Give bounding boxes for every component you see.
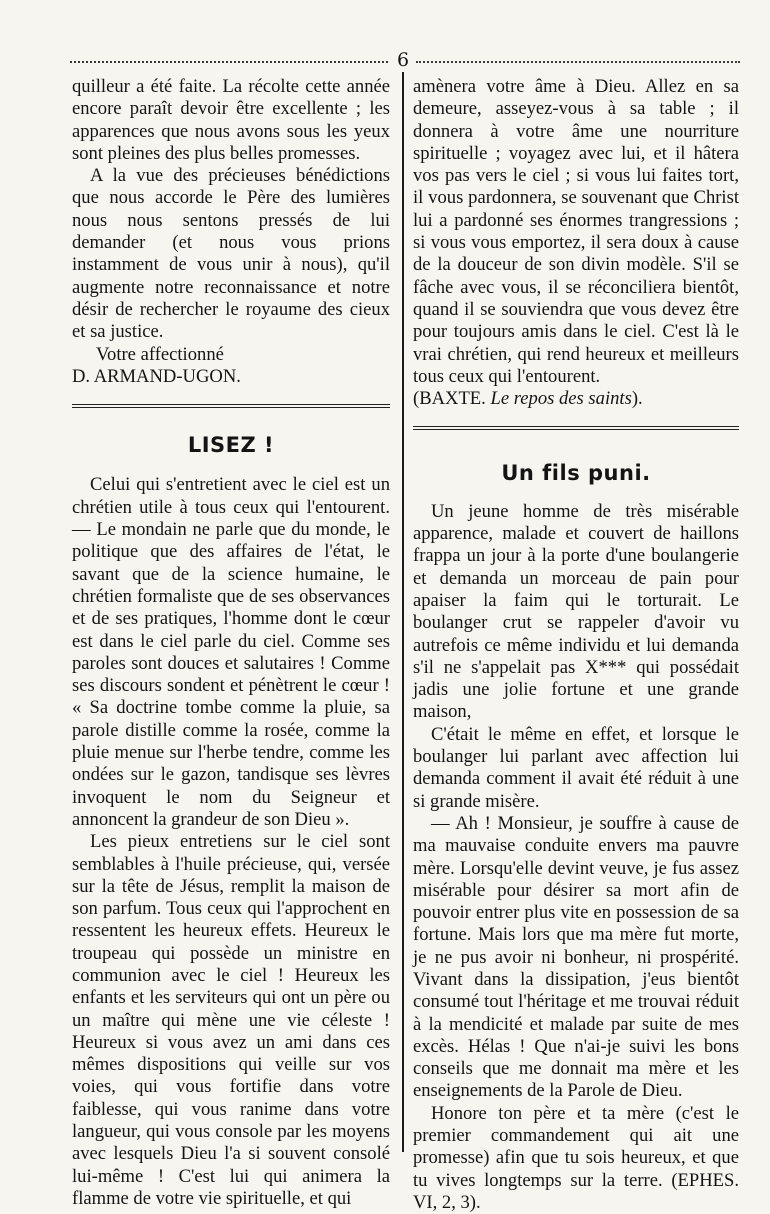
puni-paragraph-1: Un jeune homme de très misérable apparence, malade et couvert de haillons frappa un jour à la porte d'une boulangerie et demanda un morceau de pain pour apaiser la faim qui le torturait. Le boulanger crut se rappeler d'avoir vu autrefois ce même individu et lui demanda s'il ne s'appelait pas X*** qui possédait jadis une jolie fortune et une grande maison, [413, 500, 739, 723]
citation [413, 388, 739, 410]
section-separator [72, 404, 390, 408]
intro-paragraph-2: A la vue des précieuses bénédictions que nous accorde le Père des lumières nous nous sentons pressés de lui demander (et nous vous prions instamment de vous unir à nous), qu'il augmente notre reconnaissance et notre désir de rechercher le royaume des cieux et sa justice. [72, 165, 390, 343]
lisez-paragraph-1: Celui qui s'entretient avec le ciel est un chrétien utile à tous ceux qui l'entourent. — Le mondain ne parle que du monde, le politique que des affaires de l'état, le savant que de la science humaine, le chrétien formaliste que de ses observances et de ses pratiques, l'homme dont le cœur est dans le ciel parle du ciel. Comme ses paroles sont douces et salutaires ! Comme ses discours sondent et pénètrent le cœur ! « Sa doctrine tombe comme la pluie, sa parole distille comme la rosée, comme la pluie menue sur l'herbe tendre, comme les ondées sur le gazon, tandisque ses lèvres invoquent le nom du Seigneur et annoncent la grandeur de son Dieu ». [72, 474, 390, 830]
intro-paragraph-1: quilleur a été faite. La récolte cette année encore paraît devoir être excellente ; les apparences que nous avons sous les yeux sont pleines des plus belles promesses. [72, 76, 390, 164]
citation-end: ). [631, 388, 643, 410]
signature: D. ARMAND-UGON. [72, 365, 241, 387]
page-number: 6 [396, 49, 410, 71]
header-ornament-right [416, 61, 740, 66]
page-header [70, 49, 740, 72]
puni-paragraph-2: C'était le même en effet, et lorsque le boulanger lui parlant avec affection lui demanda comment il avait été réduit à une si grande misère. [413, 723, 739, 812]
article-title-fils-puni: Un fils puni. [501, 461, 651, 486]
section-separator-right [413, 426, 739, 430]
puni-paragraph-4: Honore ton père et ta mère (c'est le premier commandement qui ait une promesse) afin que tu sois heureux, et que tu vives longtemps sur la terre. (EPHES. VI, 2, 3). [413, 1102, 739, 1213]
header-ornament-left [70, 61, 388, 66]
citation-work: Le repos des saints [490, 388, 632, 410]
closing-line: Votre affectionné [96, 343, 224, 365]
column-divider [402, 72, 404, 1152]
right-column [413, 76, 739, 1214]
citation-author: (BAXTE. [413, 388, 486, 410]
article-title-lisez: LISEZ ! [187, 433, 275, 458]
left-column [72, 76, 390, 1210]
lisez-paragraph-2: Les pieux entretiens sur le ciel sont semblables à l'huile précieuse, qui, versée sur la tête de Jésus, remplit la maison de son parfum. Tous ceux qui l'approchent en ressentent les heureux effets. Heureux le troupeau qui possède un ministre en communion avec le ciel ! Heureux les enfants et les serviteurs qui ont un père ou un maître qui mène une vie céleste ! Heureux si vous avez un ami dans ces mêmes dispositions qui veille sur vos voies, qui vous fortifie dans votre faiblesse, qui vous ranime dans votre langueur, qui vous console par les moyens avec lesquels Dieu l'a si souvent consolé lui-même ! C'est lui qui animera la flamme de votre vie spirituelle, et qui [72, 831, 390, 1209]
puni-paragraph-3: — Ah ! Monsieur, je souffre à cause de ma mauvaise conduite envers ma pauvre mère. Lorsqu'elle devint veuve, je fus assez misérable pour désirer sa mort afin de pouvoir entrer plus vite en possession de sa fortune. Mais lors que ma mère fut morte, je ne pus avoir ni bonheur, ni prospérité. Vivant dans la dissipation, j'eus bientôt consumé tout l'héritage et me trouvai réduit à la mendicité et malade par suite de mes excès. Hélas ! Que n'ai-je suivi les bons conseils que me donnait ma mère et les enseignements de la Parole de Dieu. [413, 812, 739, 1102]
lisez-continuation: amènera votre âme à Dieu. Allez en sa demeure, asseyez-vous à sa table ; il donnera à votre âme une nourriture spirituelle ; voyagez avec lui, et il hâtera vos pas vers le ciel ; si vous lui faites tort, il vous pardonnera, se souvenant que Christ lui a pardonné ses énormes trangressions ; si vous vous emportez, il sera doux à cause de la douceur de son divin modèle. S'il se fâche avec vous, il se réconciliera bientôt, quand il se souviendra que vous devez être pour toujours amis dans le ciel. C'est là le vrai chrétien, qui rend heureux et meilleurs tous ceux qui l'entourent. [413, 76, 739, 387]
